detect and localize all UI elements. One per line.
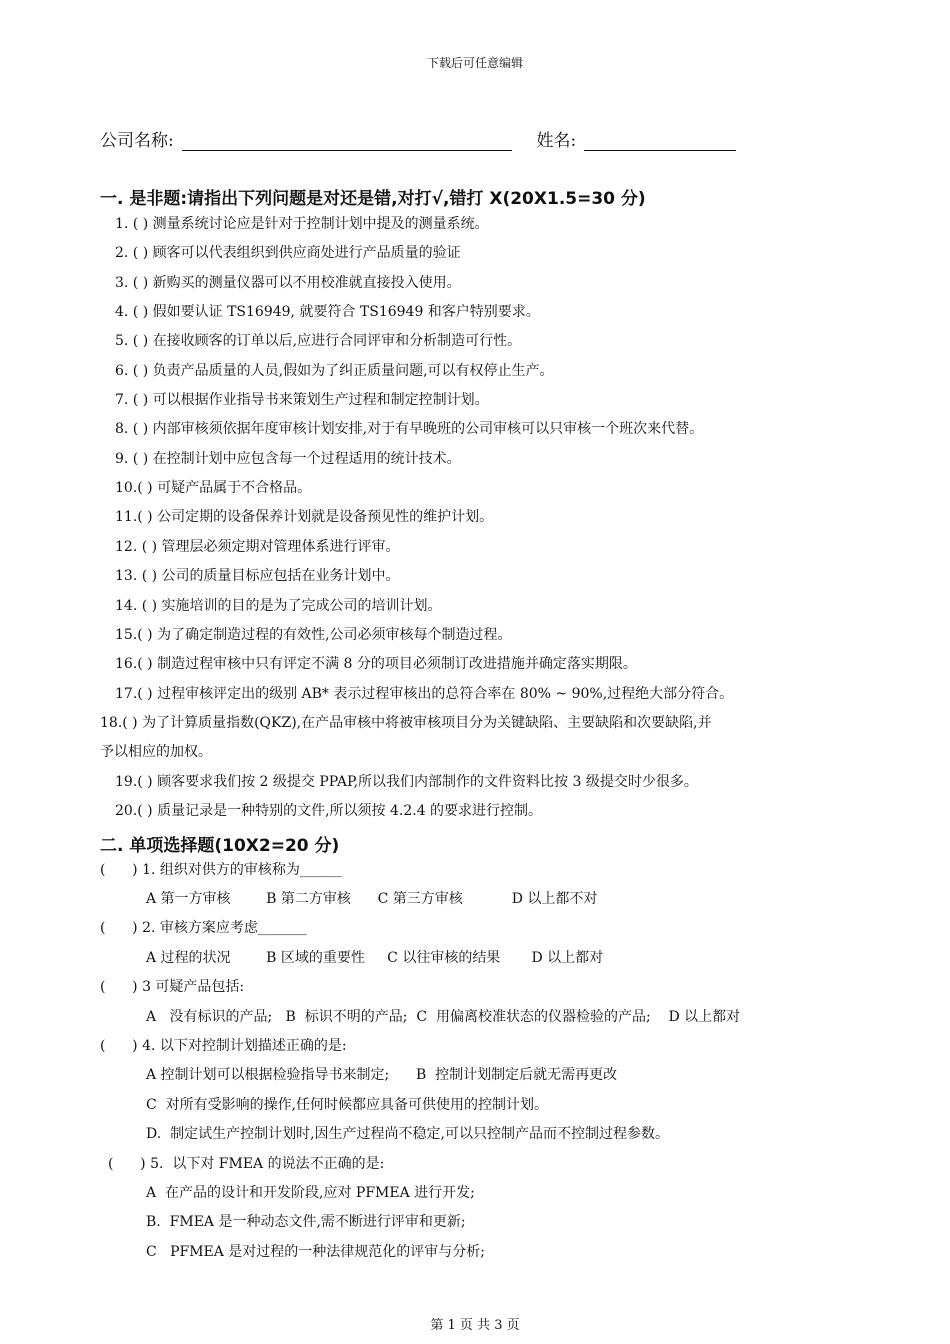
question-item: 4. ( ) 假如要认证 TS16949, 就要符合 TS16949 和客户特别要求。 (115, 304, 540, 320)
choice-question: ( ) 1. 组织对供方的审核称为______ (100, 862, 342, 878)
choice-question: ( ) 4. 以下对控制计划描述正确的是: (100, 1038, 347, 1054)
question-item: 13. ( ) 公司的质量目标应包括在业务计划中。 (115, 568, 400, 584)
question-item: 9. ( ) 在控制计划中应包含每一个过程适用的统计技术。 (115, 451, 461, 467)
question-item: 予以相应的加权。 (100, 744, 212, 760)
question-item: 8. ( ) 内部审核须依据年度审核计划安排,对于有早晚班的公司审核可以只审核一个班次来代替。 (115, 421, 704, 437)
choice-question: ( ) 5. 以下对 FMEA 的说法不正确的是: (108, 1156, 385, 1172)
question-item: 14. ( ) 实施培训的目的是为了完成公司的培训计划。 (115, 598, 442, 614)
question-item: 5. ( ) 在接收顾客的订单以后,应进行合同评审和分析制造可行性。 (115, 333, 522, 349)
question-item: 12. ( ) 管理层必须定期对管理体系进行评审。 (115, 539, 400, 555)
section1-title: 一. 是非题:请指出下列问题是对还是错,对打√,错打 X(20X1.5=30 分) (100, 189, 646, 209)
name-label: 姓名: (536, 131, 577, 151)
choice-options: C 对所有受影响的操作,任何时候都应具备可供使用的控制计划。 (146, 1097, 549, 1113)
choice-options: A 控制计划可以根据检验指导书来制定; B 控制计划制定后就无需再更改 (146, 1067, 618, 1083)
question-item: 11.( ) 公司定期的设备保养计划就是设备预见性的维护计划。 (115, 509, 494, 525)
choice-options: A 第一方审核 B 第二方审核 C 第三方审核 D 以上都不对 (146, 891, 598, 907)
choice-question: ( ) 2. 审核方案应考虑_______ (100, 920, 307, 936)
question-item: 1. ( ) 测量系统讨论应是针对于控制计划中提及的测量系统。 (115, 216, 489, 232)
page-footer: 第 1 页 共 3 页 (430, 1318, 520, 1333)
question-item: 7. ( ) 可以根据作业指导书来策划生产过程和制定控制计划。 (115, 392, 489, 408)
question-item: 20.( ) 质量记录是一种特别的文件,所以须按 4.2.4 的要求进行控制。 (115, 803, 543, 819)
question-item: 17.( ) 过程审核评定出的级别 AB* 表示过程审核出的总符合率在 80% ~ 90%,过程绝大部分符合。 (115, 686, 734, 702)
question-item: 6. ( ) 负责产品质量的人员,假如为了纠正质量问题,可以有权停止生产。 (115, 363, 554, 379)
question-item: 18.( ) 为了计算质量指数(QKZ),在产品审核中将被审核项目分为关键缺陷、主要缺陷和次要缺陷,并 (100, 715, 712, 731)
choice-options: A 没有标识的产品; B 标识不明的产品; C 用偏离校准状态的仪器检验的产品; D 以上都对 (146, 1009, 741, 1025)
choice-question: ( ) 3 可疑产品包括: (100, 979, 245, 995)
section2-title: 二. 单项选择题(10X2=20 分) (100, 836, 340, 856)
question-item: 15.( ) 为了确定制造过程的有效性,公司必须审核每个制造过程。 (115, 627, 512, 643)
header-note: 下载后可任意编辑 (426, 56, 523, 70)
choice-options: B. FMEA 是一种动态文件,需不断进行评审和更新; (146, 1214, 466, 1230)
choice-options: A 在产品的设计和开发阶段,应对 PFMEA 进行开发; (146, 1185, 475, 1201)
company-input[interactable] (182, 132, 512, 151)
form-fields (100, 126, 860, 151)
choice-options: A 过程的状况 B 区域的重要性 C 以往审核的结果 D 以上都对 (146, 950, 604, 966)
question-item: 19.( ) 顾客要求我们按 2 级提交 PPAP,所以我们内部制作的文件资料比按 3 级提交时少很多。 (115, 774, 698, 790)
company-label: 公司名称: (100, 131, 174, 151)
choice-options: C PFMEA 是对过程的一种法律规范化的评审与分析; (146, 1244, 486, 1260)
question-item: 10.( ) 可疑产品属于不合格品。 (115, 480, 312, 496)
choice-options: D. 制定试生产控制计划时,因生产过程尚不稳定,可以只控制产品而不控制过程参数。 (146, 1126, 669, 1142)
name-input[interactable] (584, 132, 736, 151)
question-item: 2. ( ) 顾客可以代表组织到供应商处进行产品质量的验证 (115, 245, 461, 261)
question-item: 16.( ) 制造过程审核中只有评定不满 8 分的项目必须制订改进措施并确定落实期限。 (115, 656, 637, 672)
question-item: 3. ( ) 新购买的测量仪器可以不用校准就直接投入使用。 (115, 275, 461, 291)
